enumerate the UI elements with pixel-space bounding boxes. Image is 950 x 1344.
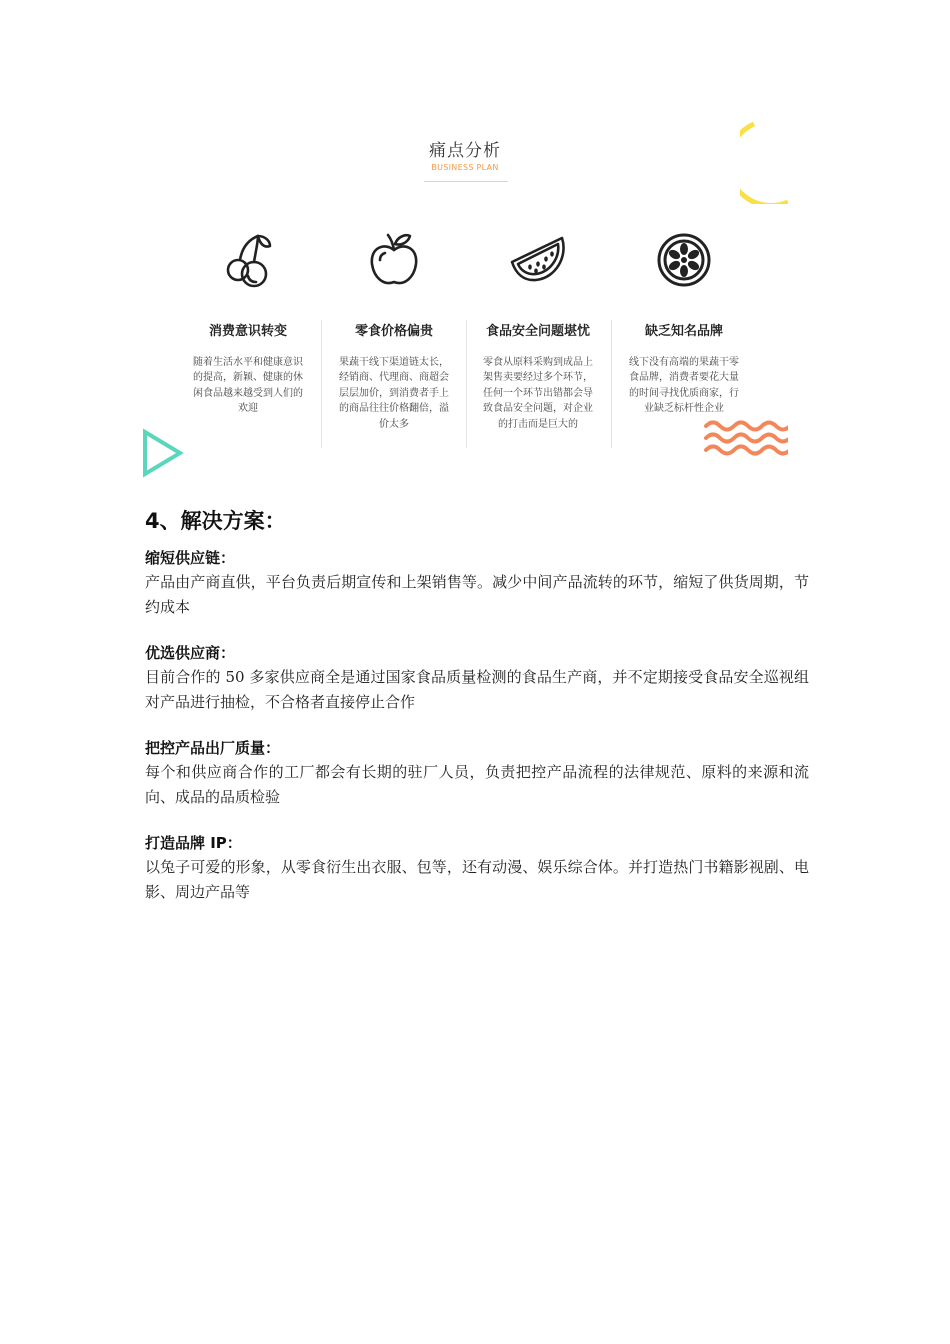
- solution-body: 以兔子可爱的形象，从零食衍生出衣服、包等，还有动漫、娱乐综合体。并打造热门书籍影视剧、电影、周边产品等: [145, 858, 809, 901]
- pain-point-description: 线下没有高端的果蔬干零食品牌，消费者要花大量的时间寻找优质商家，行业缺乏标杆性企业: [629, 357, 739, 415]
- pain-point-column-4: [620, 230, 748, 417]
- pain-point-description: 果蔬干线下渠道链太长，经销商、代理商、商超会层层加价，到消费者手上的商品往往价格翻倍，溢价太多: [339, 357, 449, 430]
- cherry-icon: [218, 230, 278, 290]
- solution-item-3: [145, 736, 809, 810]
- watermelon-icon: [508, 230, 568, 290]
- pain-point-column-1: [184, 230, 312, 417]
- pain-point-column-2: [330, 230, 458, 432]
- solution-title: 打造品牌 IP：: [145, 834, 242, 852]
- solution-body: 产品由产商直供，平台负责后期宣传和上架销售等。减少中间产品流转的环节，缩短了供货周期，节约成本: [145, 573, 809, 616]
- title-underline: [424, 181, 508, 182]
- solution-item-4: [145, 831, 809, 905]
- teal-triangle-decoration: [142, 428, 186, 478]
- pain-point-column-3: [474, 230, 602, 432]
- infographic-title: 痛点分析: [429, 141, 501, 161]
- solution-title: 把控产品出厂质量：: [145, 739, 281, 757]
- pain-point-infographic: [142, 122, 788, 478]
- section-heading: 4、解决方案：: [145, 509, 286, 533]
- solution-item-1: [145, 546, 809, 620]
- infographic-subtitle: BUSINESS PLAN: [431, 163, 499, 172]
- pain-point-heading: 消费意识转变: [208, 324, 287, 339]
- solution-title: 优选供应商：: [145, 644, 236, 662]
- column-divider: [466, 320, 467, 448]
- pain-point-description: 随着生活水平和健康意识的提高，新颖、健康的休闲食品越来越受到人们的欢迎: [193, 357, 303, 415]
- solution-section: [145, 506, 809, 926]
- pain-point-description: 零食从原料采购到成品上架售卖要经过多个环节，任何一个环节出错都会导致食品安全问题，对企业的打击而是巨大的: [483, 357, 593, 430]
- pain-point-heading: 零食价格偏贵: [354, 324, 433, 339]
- citrus-slice-icon: [654, 230, 714, 290]
- column-divider: [611, 320, 612, 448]
- solution-body: 每个和供应商合作的工厂都会有长期的驻厂人员，负责把控产品流程的法律规范、原料的来源和流向、成品的品质检验: [145, 763, 809, 806]
- column-divider: [321, 320, 322, 448]
- pain-point-heading: 缺乏知名品牌: [644, 324, 723, 339]
- orange-waves-decoration: [704, 418, 788, 456]
- solution-title: 缩短供应链：: [145, 549, 236, 567]
- solution-item-2: [145, 641, 809, 715]
- pain-point-heading: 食品安全问题堪忧: [485, 324, 590, 339]
- solution-body: 目前合作的 50 多家供应商全是通过国家食品质量检测的食品生产商，并不定期接受食品安全巡视组对产品进行抽检，不合格者直接停止合作: [145, 668, 809, 711]
- apple-icon: [364, 230, 424, 290]
